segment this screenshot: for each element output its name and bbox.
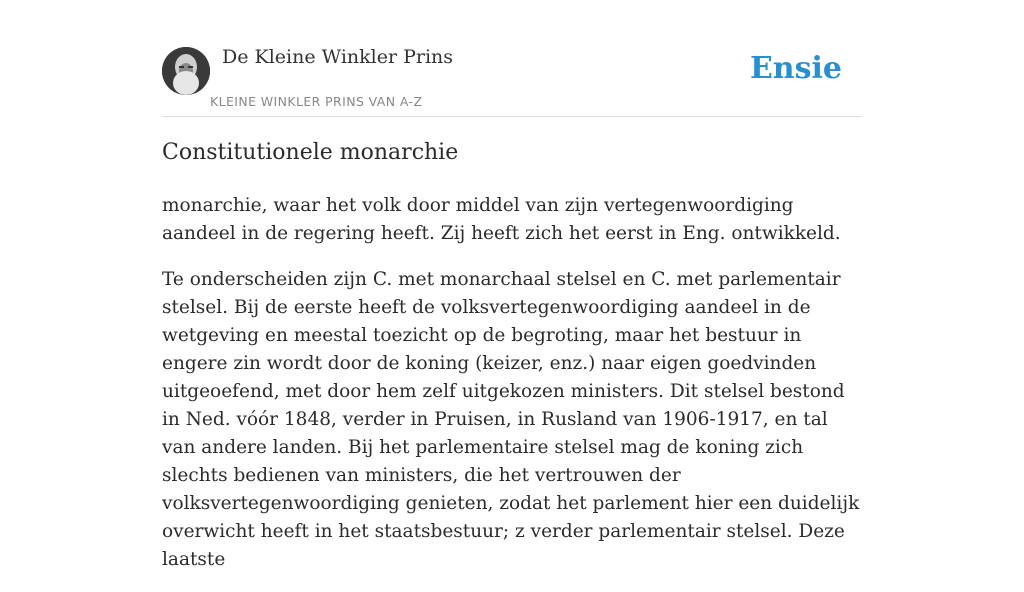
page bbox=[162, 0, 862, 570]
source-title[interactable]: De Kleine Winkler Prins bbox=[222, 46, 454, 68]
header bbox=[162, 0, 862, 117]
paragraph: monarchie, waar het volk door middel van zijn vertegenwoordiging aandeel in de regering heeft. Zij heeft zich het eerst in Eng. ontwikkeld. bbox=[162, 195, 841, 244]
paragraph: Te onderscheiden zijn C. met monarchaal stelsel en C. met parlementair stelsel. Bij de eerste heeft de volksvertegenwoordiging aandeel in de wetgeving en meestal toezicht op de begroting, maar het bestuur in engere zin wordt door de koning (keizer, enz.) naar eigen goedvinden uitgeoefend, met door hem zelf uitgekozen ministers. Dit stelsel bestond in Ned. vóór 1848, verder in Pruisen, in Rusland van 1906-1917, en tal van andere landen. Bij het parlementaire stelsel mag de koning zich slechts bedienen van ministers, die het vertrouwen der volksvertegenwoordiging genieten, zodat het parlement hier een duidelijk overwicht heeft in het staatsbestuur; z verder parlementair stelsel. Deze laatste bbox=[162, 269, 860, 570]
article-body bbox=[162, 192, 862, 592]
portrait-image bbox=[162, 47, 210, 95]
brand-logo[interactable]: Ensie bbox=[749, 51, 842, 86]
source-subtitle[interactable]: KLEINE WINKLER PRINS VAN A-Z bbox=[210, 94, 423, 109]
author-avatar[interactable] bbox=[162, 47, 210, 95]
article-title: Constitutionele monarchie bbox=[162, 140, 459, 165]
